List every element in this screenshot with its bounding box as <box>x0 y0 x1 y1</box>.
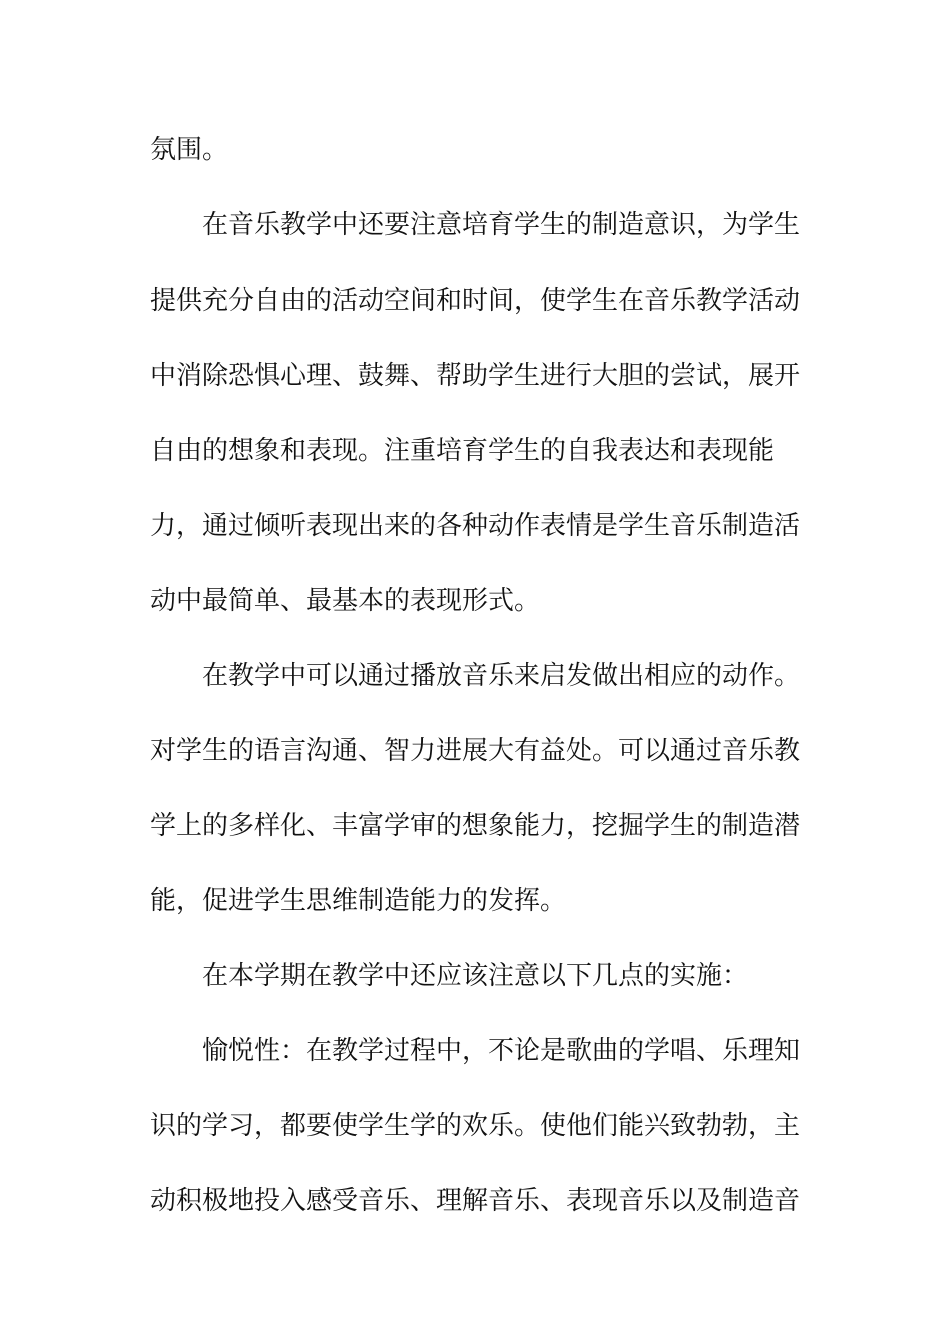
paragraph-first-line: 在本学期在教学中还应该注意以下几点的实施： <box>202 961 749 991</box>
text-line: 自由的想象和表现。注重培育学生的自我表达和表现能 <box>150 436 775 466</box>
text-line: 力，通过倾听表现出来的各种动作表情是学生音乐制造活 <box>150 511 801 541</box>
text-line: 中消除恐惧心理、鼓舞、帮助学生进行大胆的尝试，展开 <box>150 361 801 391</box>
paragraph-first-line: 在音乐教学中还要注意培育学生的制造意识，为学生 <box>202 210 801 240</box>
text-line: 动积极地投入感受音乐、理解音乐、表现音乐以及制造音 <box>150 1186 801 1216</box>
text-line: 学上的多样化、丰富学审的想象能力，挖掘学生的制造潜 <box>150 811 801 841</box>
text-line: 识的学习，都要使学生学的欢乐。使他们能兴致勃勃，主 <box>150 1111 801 1141</box>
text-line: 提供充分自由的活动空间和时间，使学生在音乐教学活动 <box>150 286 801 316</box>
text-line: 动中最简单、最基本的表现形式。 <box>150 586 541 616</box>
text-line: 能，促进学生思维制造能力的发挥。 <box>150 886 567 916</box>
paragraph-first-line: 愉悦性：在教学过程中，不论是歌曲的学唱、乐理知 <box>202 1036 801 1066</box>
text-line: 氛围。 <box>150 135 229 165</box>
text-line: 对学生的语言沟通、智力进展大有益处。可以通过音乐教 <box>150 736 801 766</box>
paragraph-first-line: 在教学中可以通过播放音乐来启发做出相应的动作。 <box>202 661 801 691</box>
